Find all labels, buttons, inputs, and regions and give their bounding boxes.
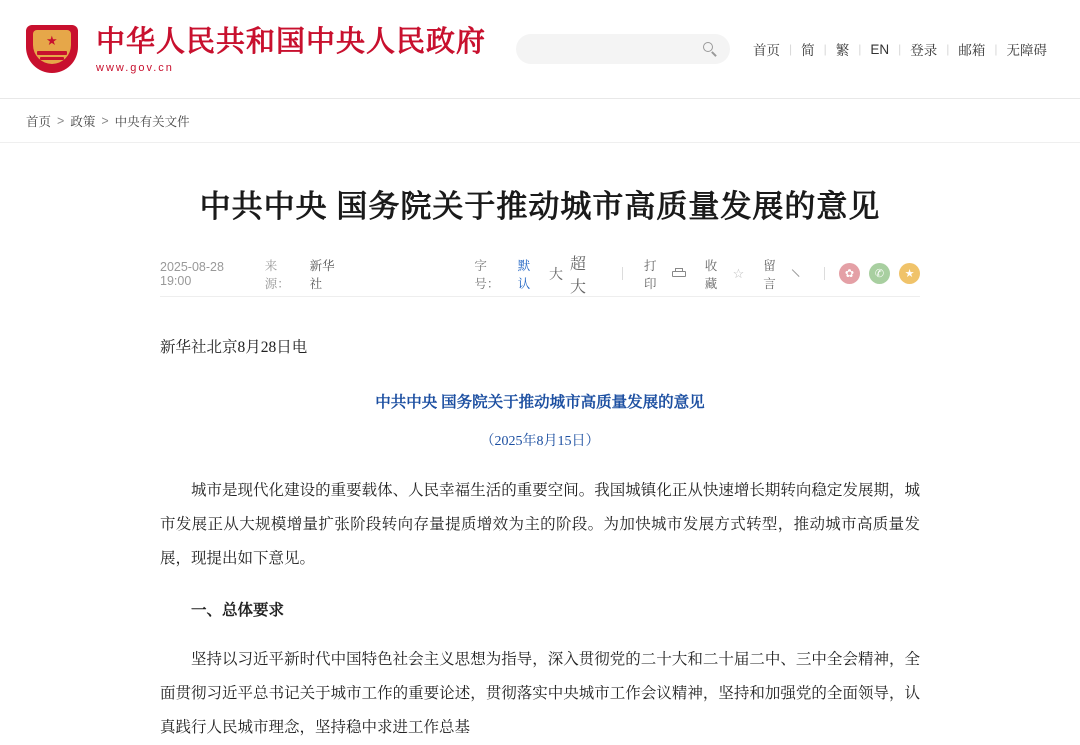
paragraph-1: 城市是现代化建设的重要载体、人民幸福生活的重要空间。我国城镇化正从快速增长期转向稳定发展期，城市发展正从大规模增量扩张阶段转向存量提质增效为主的阶段。为加快城市发展方式转型，推动城市高质量发展，现提出如下意见。 <box>160 482 920 567</box>
national-emblem-icon: ★ <box>24 21 80 77</box>
fontsize-option-large[interactable]: 大 <box>549 265 564 282</box>
article <box>0 185 1080 745</box>
nav-separator: | <box>994 42 998 56</box>
star-icon: ☆ <box>732 265 745 281</box>
source-label: 来源： <box>264 258 290 291</box>
search-icon[interactable] <box>703 42 718 57</box>
breadcrumb <box>0 99 1080 143</box>
breadcrumb-separator: > <box>57 113 65 128</box>
nav-item-simplified[interactable]: 简 <box>801 43 815 58</box>
share-weibo-icon[interactable]: ✿ <box>839 263 860 284</box>
site-branding <box>96 25 486 74</box>
nav-separator: | <box>788 42 793 56</box>
publish-datetime: 2025-08-28 19:00 <box>160 259 224 288</box>
print-label: 打印 <box>644 258 657 291</box>
meta-left <box>160 256 346 292</box>
breadcrumb-separator: > <box>101 113 109 128</box>
search-box[interactable] <box>516 34 730 64</box>
nav-item-traditional[interactable]: 繁 <box>835 43 850 58</box>
nav-item-login[interactable]: 登录 <box>910 43 938 58</box>
document-date: （2025年8月15日） <box>480 434 600 449</box>
page-title: 中共中央 国务院关于推动城市高质量发展的意见 <box>199 189 881 224</box>
fontsize-option-default[interactable]: 默认 <box>517 258 531 291</box>
document-title: 中共中央 国务院关于推动城市高质量发展的意见 <box>375 394 705 411</box>
source-name[interactable]: 新华社 <box>309 258 335 291</box>
share-qzone-icon[interactable]: ★ <box>899 263 920 284</box>
header-nav <box>744 39 1056 59</box>
nav-separator: | <box>858 42 862 56</box>
nav-separator: | <box>823 42 827 56</box>
meta-center <box>474 251 839 297</box>
article-body <box>160 331 920 745</box>
breadcrumb-item-policy[interactable]: 政策 <box>70 114 96 129</box>
site-domain: www.gov.cn <box>96 61 174 74</box>
dateline: 新华社北京8月28日电 <box>160 339 308 356</box>
site-title: 中华人民共和国中央人民政府 <box>96 25 487 58</box>
breadcrumb-item-home[interactable]: 首页 <box>26 114 52 129</box>
search-input[interactable] <box>528 41 688 57</box>
nav-item-accessibility[interactable]: 无障碍 <box>1006 43 1047 58</box>
nav-separator: | <box>898 42 902 56</box>
meta-divider <box>622 267 623 280</box>
nav-item-home[interactable]: 首页 <box>752 43 780 58</box>
share-buttons <box>839 263 920 284</box>
header-right <box>516 34 1056 64</box>
site-header <box>0 0 1080 99</box>
printer-icon <box>672 268 686 280</box>
favorite-button[interactable] <box>705 256 744 292</box>
share-wechat-icon[interactable]: ✆ <box>869 263 890 284</box>
print-button[interactable] <box>644 256 686 292</box>
nav-item-english[interactable]: EN <box>870 41 890 57</box>
favorite-label: 收藏 <box>704 258 718 291</box>
paragraph-2: 坚持以习近平新时代中国特色社会主义思想为指导，深入贯彻党的二十大和二十届二中、三中全会精神，全面贯彻习近平总书记关于城市工作的重要论述，贯彻落实中央城市工作会议精神，坚持和加强党的全面领导，认真践行人民城市理念，坚持稳中求进工作总基 <box>160 651 920 736</box>
section-heading-1: 一、总体要求 <box>191 602 285 619</box>
nav-item-mail[interactable]: 邮箱 <box>958 43 986 58</box>
comment-label: 留言 <box>763 258 776 291</box>
fontsize-option-xlarge[interactable]: 超大 <box>570 255 587 296</box>
fontsize-label: 字号： <box>474 258 500 291</box>
breadcrumb-item-central-documents[interactable]: 中央有关文件 <box>114 114 190 129</box>
comment-button[interactable] <box>763 256 803 292</box>
article-meta-bar <box>160 257 920 297</box>
meta-divider <box>824 267 825 280</box>
pencil-icon <box>791 268 803 280</box>
nav-separator: | <box>946 42 950 56</box>
